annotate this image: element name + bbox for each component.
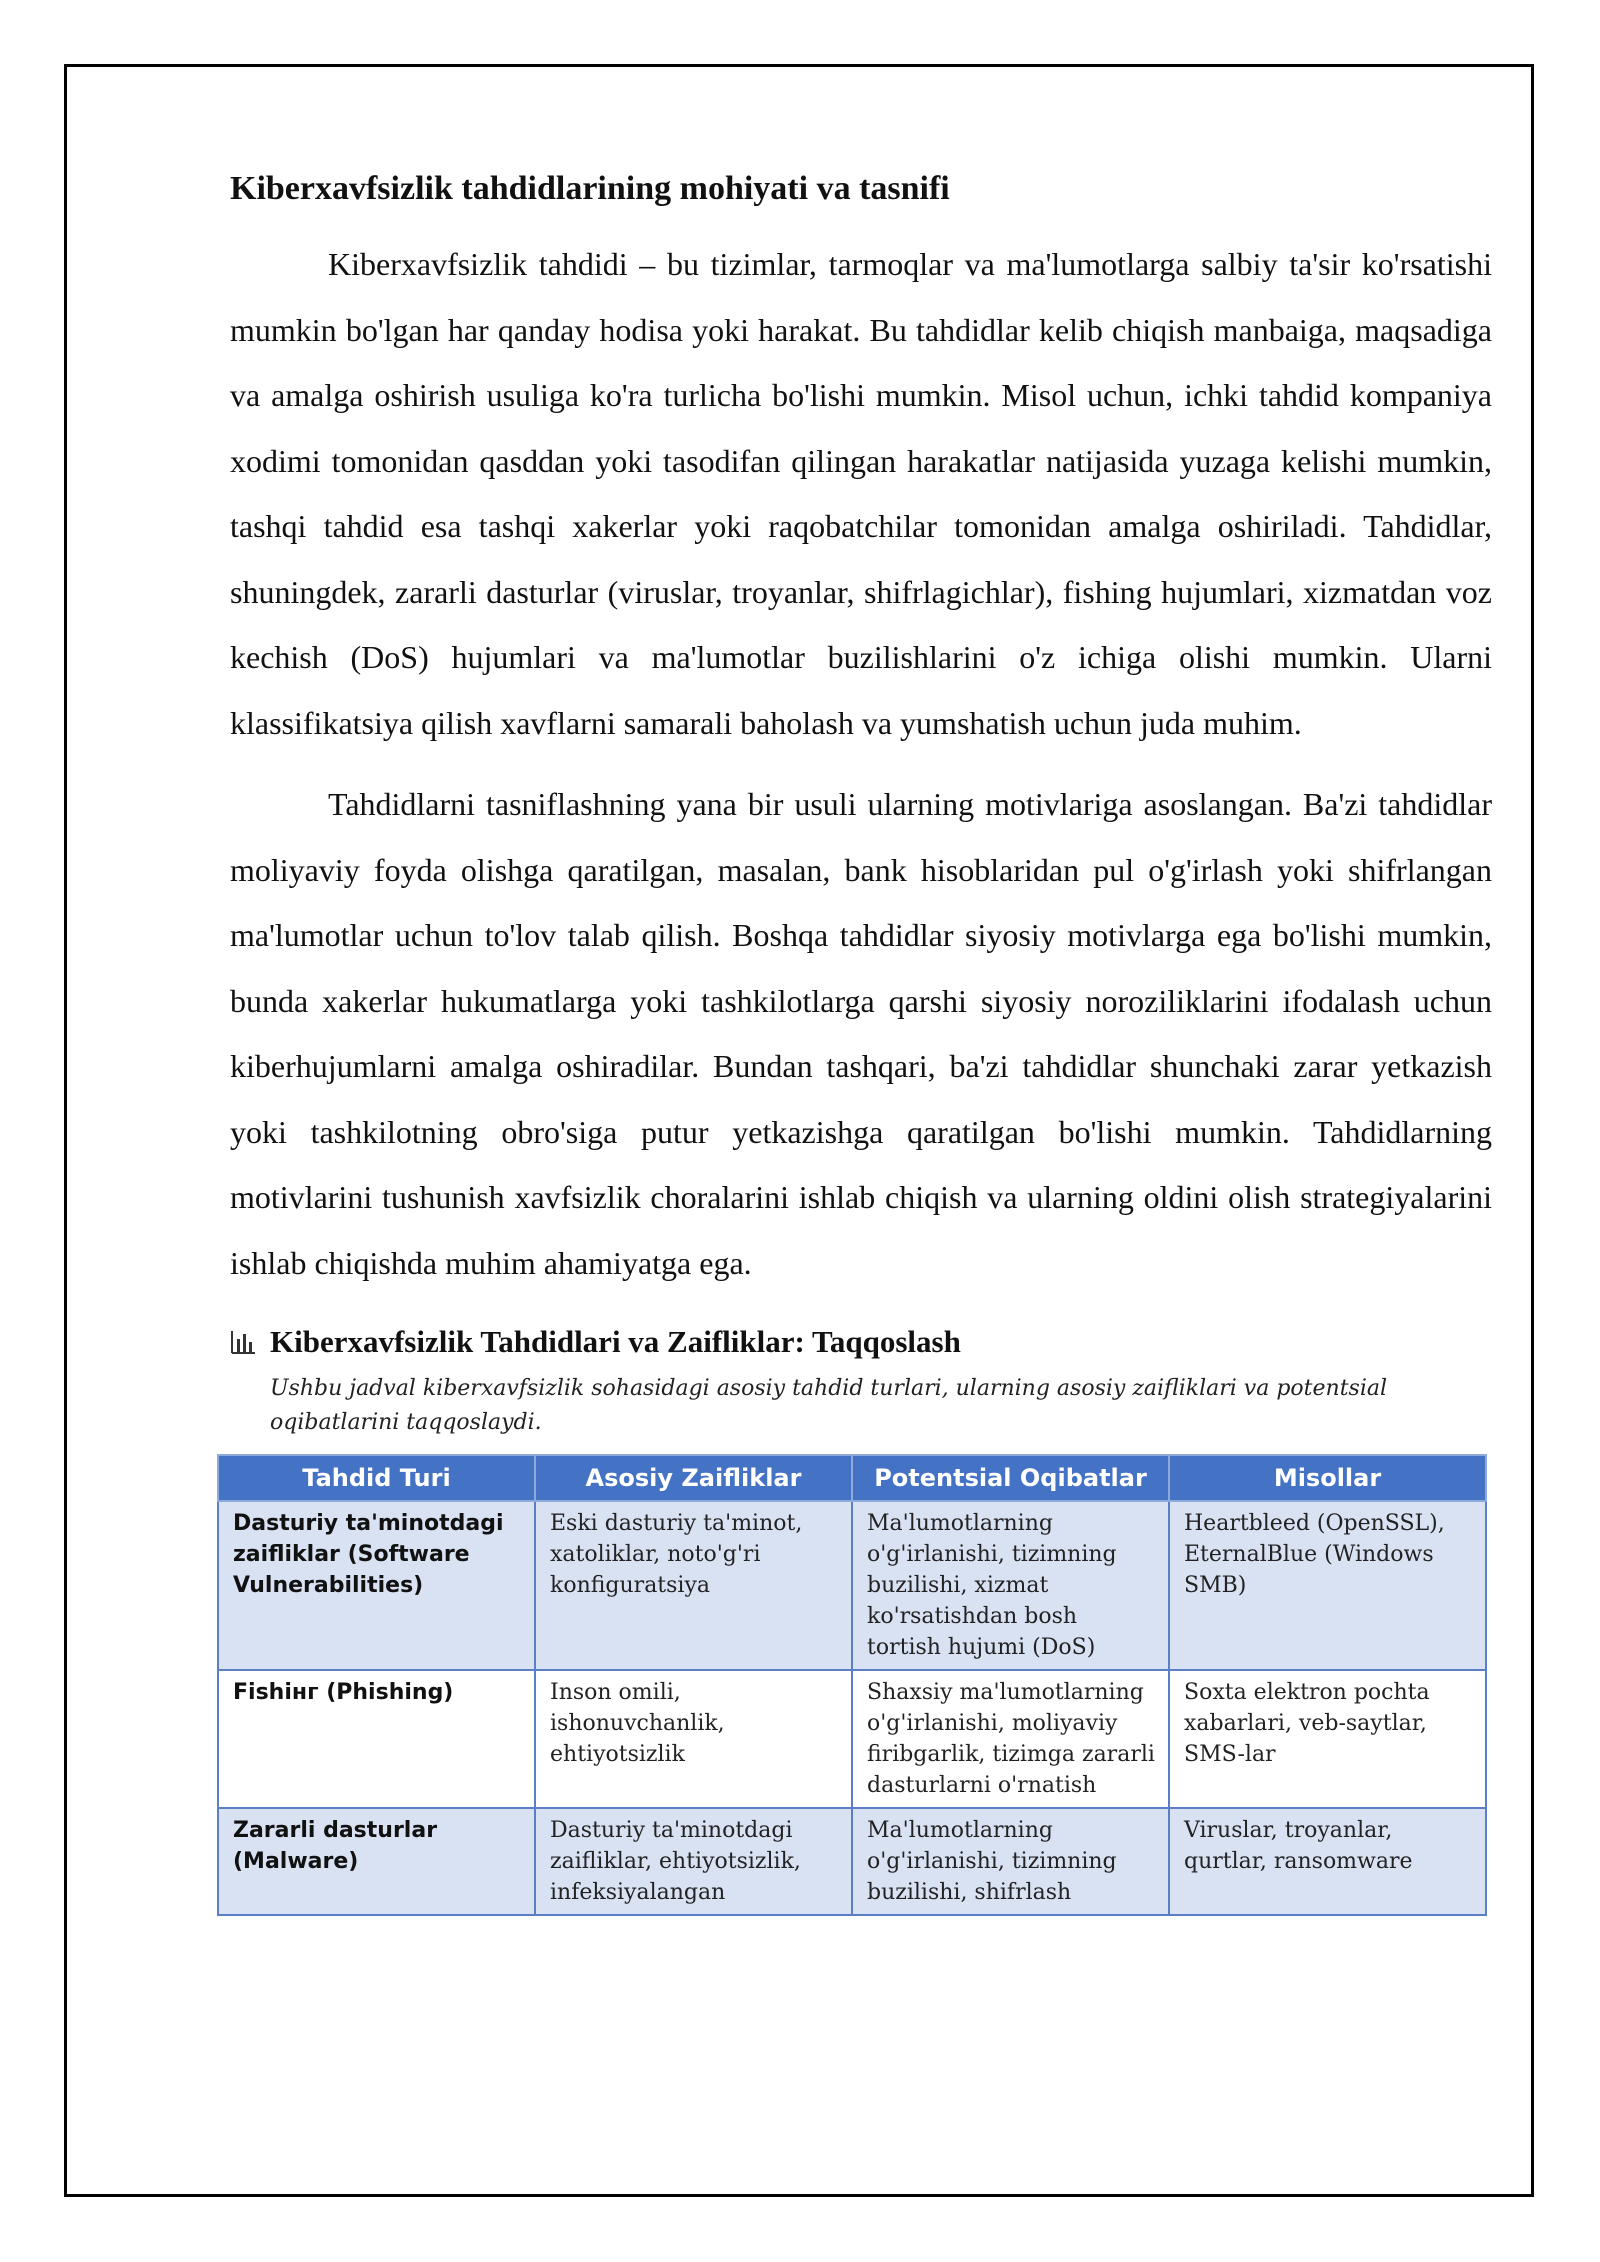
table-title-text: Kiberxavfsizlik Tahdidlari va Zaifliklar: Taqqoslash	[270, 1324, 961, 1359]
table-cell: Ma'lumotlarning o'g'irlanishi, tizimning buzilishi, shifrlash	[852, 1808, 1169, 1915]
section-heading: Kiberxavfsizlik tahdidlarining mohiyati va tasnifi	[230, 170, 950, 207]
table-cell: Dasturiy ta'minotdagi zaifliklar (Software Vulnerabilities)	[218, 1501, 535, 1670]
table-description: Ushbu jadval kiberxavfsizlik sohasidagi asosiy tahdid turlari, ularning asosiy zaifliklari va potentsial oqibatlarini taqqoslaydi.	[270, 1376, 1388, 1435]
table-title	[230, 1324, 1492, 1360]
table-cell: Dasturiy ta'minotdagi zaifliklar, ehtiyotsizlik, infeksiyalangan	[535, 1808, 852, 1915]
table-cell: Heartbleed (OpenSSL), EternalBlue (Windows SMB)	[1169, 1501, 1486, 1670]
paragraph-1: Kiberxavfsizlik tahdidi – bu tizimlar, tarmoqlar va ma'lumotlarga salbiy ta'sir ko'rsatishi mumkin bo'lgan har qanday hodisa yoki harakat. Bu tahdidlar kelib chiqish manbaiga, maqsadiga va amalga oshirish usuliga ko'ra turlicha bo'lishi mumkin. Misol uchun, ichki tahdid kompaniya xodimi tomonidan qasddan yoki tasodifan qilingan harakatlar natijasida yuzaga kelishi mumkin, tashqi tahdid esa tashqi xakerlar yoki raqobatchilar tomonidan amalga oshiriladi. Tahdidlar, shuningdek, zararli dasturlar (viruslar, troyanlar, shifrlagichlar), fishing hujumlari, xizmatdan voz kechish (DoS) hujumlari va ma'lumotlar buzilishlarini o'z ichiga olishi mumkin. Ularni klassifikatsiya qilish xavflarni samarali baholash va yumshatish uchun juda muhim.	[230, 246, 1492, 741]
table-cell: Zararli dasturlar (Malware)	[218, 1808, 535, 1915]
comparison-table	[217, 1454, 1487, 1916]
document-body	[230, 168, 1492, 1916]
column-header: Misollar	[1169, 1455, 1486, 1501]
column-header: Asosiy Zaifliklar	[535, 1455, 852, 1501]
table-row	[218, 1670, 1486, 1808]
table-header-row	[218, 1455, 1486, 1501]
table-cell: Eski dasturiy ta'minot, xatoliklar, noto'g'ri konfiguratsiya	[535, 1501, 852, 1670]
table-cell: Fishiнг (Phishing)	[218, 1670, 535, 1808]
column-header: Potentsial Oqibatlar	[852, 1455, 1169, 1501]
paragraph-2: Tahdidlarni tasniflashning yana bir usuli ularning motivlariga asoslangan. Ba'zi tahdidlar moliyaviy foyda olishga qaratilgan, masalan, bank hisoblaridan pul o'g'irlash yoki shifrlangan ma'lumotlar uchun to'lov talab qilish. Boshqa tahdidlar siyosiy motivlarga ega bo'lishi mumkin, bunda xakerlar hukumatlarga yoki tashkilotlarga qarshi siyosiy noroziliklarini ifodalash uchun kiberhujumlarni amalga oshiradilar. Bundan tashqari, ba'zi tahdidlar shunchaki zarar yetkazish yoki tashkilotning obro'siga putur yetkazishga qaratilgan bo'lishi mumkin. Tahdidlarning motivlarini tushunish xavfsizlik choralarini ishlab chiqish va ularning oldini olish strategiyalarini ishlab chiqishda muhim ahamiyatga ega.	[230, 786, 1492, 1281]
table-cell: Inson omili, ishonuvchanlik, ehtiyotsizlik	[535, 1670, 852, 1808]
table-row	[218, 1501, 1486, 1670]
table-cell: Ma'lumotlarning o'g'irlanishi, tizimning buzilishi, xizmat ko'rsatishdan bosh tortish hujumi (DoS)	[852, 1501, 1169, 1670]
table-cell: Shaxsiy ma'lumotlarning o'g'irlanishi, moliyaviy firibgarlik, tizimga zararli dasturlarni o'rnatish	[852, 1670, 1169, 1808]
table-cell: Soxta elektron pochta xabarlari, veb-saytlar, SMS-lar	[1169, 1670, 1486, 1808]
bar-chart-icon	[230, 1329, 256, 1355]
column-header: Tahdid Turi	[218, 1455, 535, 1501]
table-cell: Viruslar, troyanlar, qurtlar, ransomware	[1169, 1808, 1486, 1915]
table-row	[218, 1808, 1486, 1915]
